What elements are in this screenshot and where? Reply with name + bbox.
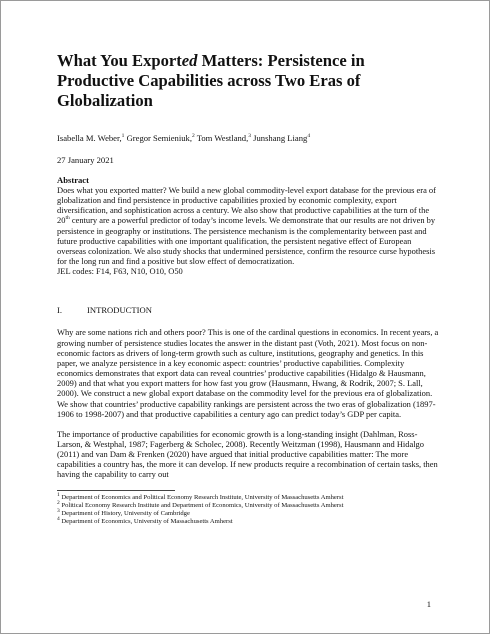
title-text-italic: ed — [181, 51, 198, 70]
footnote — [57, 499, 441, 510]
intro-paragraph-1: Why are some nations rich and others poor? This is one of the cardinal questions in economics. In recent years, a growing number of persistence studies locates the answer in the distant past (Voth, 2021). Most focus on non-economic factors as drivers of long-term growth such as culture, institutions, geography and genetics. In this paper, we analyze persistence in a key economic aspect: countries’ productive capabilities. Complexity economics demonstrates that export data can reveal countries’ productive capabilities (Hidalgo & Hausmann, 2009) and that what you export matters for how fast you grow (Hausmann, Hwang, & Rodrik, 2007; S. Lall, 2000). We construct a new global export database on the commodity level for the previous era of globalization. We show that countries’ productive capability rankings are persistent across the two eras of globalization (1897-1906 to 1998-2007) and that productive capabilities a century ago can predict today’s GDP per capita. — [57, 327, 439, 419]
author-footnote-mark: 2 — [191, 133, 195, 140]
footnote-rule — [57, 490, 175, 491]
footnote — [57, 515, 441, 526]
page-number: 1 — [426, 599, 431, 609]
author-name: Junshang Liang — [251, 133, 308, 143]
footnote-mark: 1 — [57, 491, 60, 498]
publication-date: 27 January 2021 — [57, 155, 114, 165]
paper-title — [57, 51, 441, 111]
author-name: Tom Westland, — [194, 133, 249, 143]
footnote-text: Political Economy Research Institute and Department of Economics, University of Massachusetts Amherst — [59, 501, 344, 509]
footnote-mark: 4 — [57, 515, 60, 522]
footnote-mark: 2 — [57, 499, 60, 506]
title-text-1: What You Export — [57, 51, 182, 70]
abstract-text-1: Does what you exported matter? We build a new global commodity-level export database for the previous era of globalization and find persistence in productive capabilities proxied by economic complexity, export diversification, and sophistication across a century. We also show that productive capabilities at the turn of the 20 — [57, 185, 436, 226]
section-heading — [57, 305, 441, 316]
title-text-2: Matters: Persistence in Productive Capabilities across Two Eras of Globalization — [57, 51, 365, 110]
author-footnote-mark: 4 — [307, 133, 311, 140]
abstract-heading: Abstract — [57, 175, 89, 185]
author-name: Gregor Semieniuk, — [124, 133, 192, 143]
author-footnote-mark: 1 — [121, 133, 125, 140]
footnote-text: Department of Economics and Political Economy Research Institute, University of Massachusetts Amherst — [59, 493, 344, 501]
author-footnote-mark: 3 — [248, 133, 251, 140]
abstract-text-2: century are a powerful predictor of today’s income levels. We demonstrate that our results are not driven by persistence in geography or institutions. The persistence mechanism is the complementarity between past and future productive capabilities with one important qualification, the persistent negative effect of European overseas colonization. We also study shocks that undermined persistence, confirm the resource curse hypothesis for the long run and find a positive but slow effect of democratization. — [57, 215, 436, 267]
footnote-text: Department of Economics, University of Massachusetts Amherst — [59, 517, 233, 525]
abstract-text — [57, 185, 441, 266]
footnote — [57, 491, 441, 502]
jel-codes: JEL codes: F14, F63, N10, O10, O50 — [57, 266, 183, 277]
author-name: Isabella M. Weber, — [57, 133, 122, 143]
section-title: INTRODUCTION — [87, 305, 152, 316]
footnote-mark: 3 — [57, 507, 60, 514]
section-number: I. — [57, 305, 63, 316]
abstract-superscript: th — [65, 215, 70, 222]
author-list — [57, 133, 441, 144]
intro-paragraph-2: The importance of productive capabilities for economic growth is a long-standing insight (Dahlman, Ross-Larson, & Westphal, 1987; Fagerberg & Scholec, 2008). Recently Weitzman (1998), Hausmann and Hidalgo (2011) and van Dam & Frenken (2020) have argued that initial productive capabilities matter: The more capabilities a country has, the more it can develop. If new products require a recombination of certain tasks, then having the capability to carry out — [57, 428, 438, 480]
page-content — [57, 51, 441, 526]
footnote — [57, 507, 441, 518]
footnote-text: Department of History, University of Cambridge — [59, 509, 190, 517]
